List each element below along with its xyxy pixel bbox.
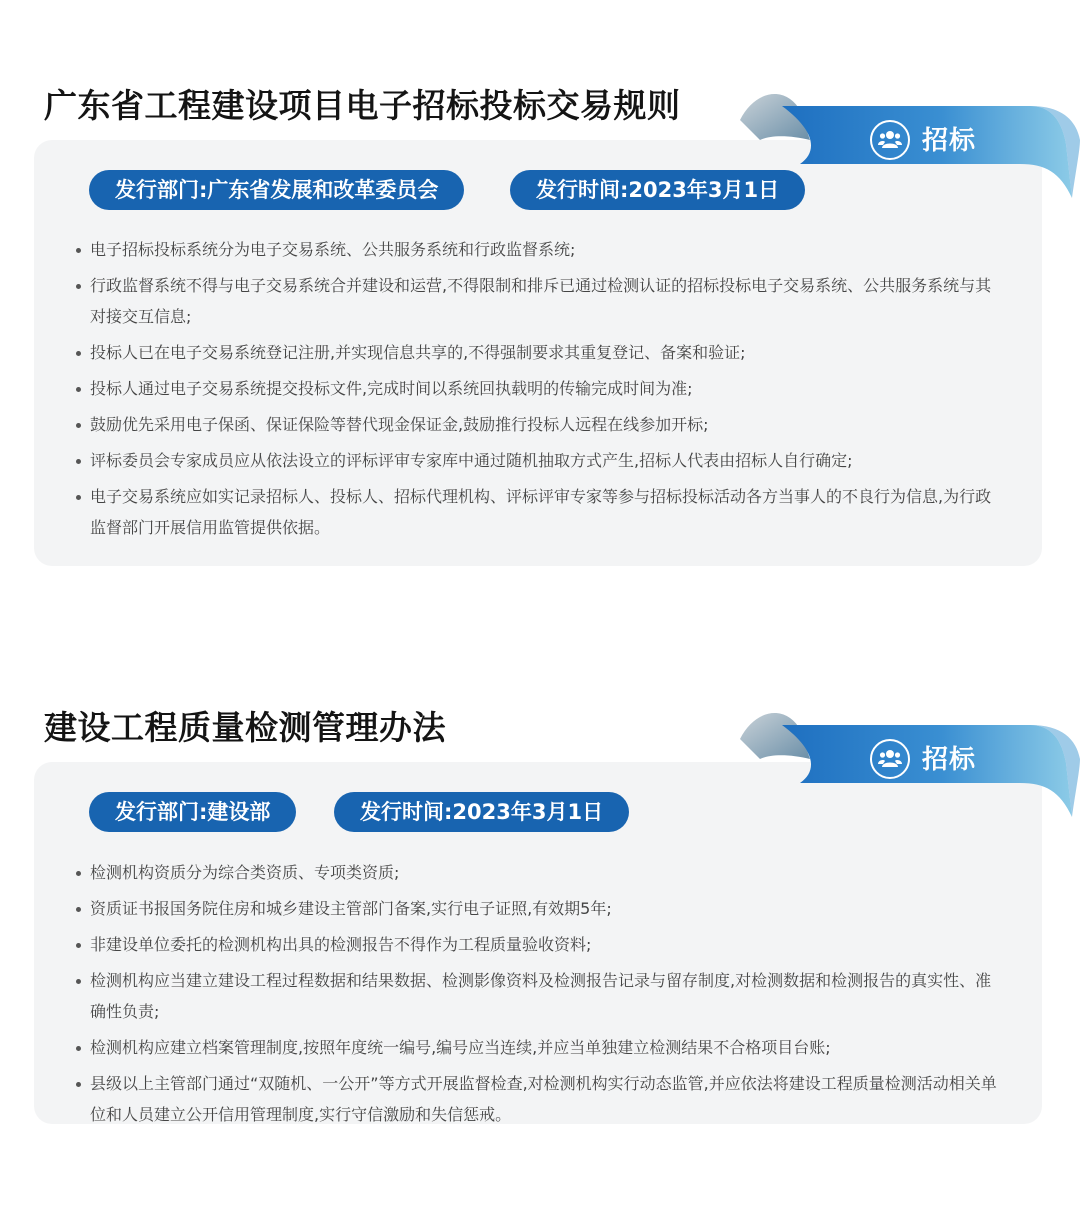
bullet-icon [76, 1046, 81, 1051]
list-item: 电子交易系统应如实记录招标人、投标人、招标代理机构、评标评审专家等参与招标投标活动各方当事人的不良行为信息,为行政监督部门开展信用监管提供依据。 [74, 481, 1002, 543]
category-ribbon [700, 699, 1080, 829]
section-2 [0, 620, 1080, 1140]
bullet-icon [76, 871, 81, 876]
list-item: 检测机构应建立档案管理制度,按照年度统一编号,编号应当连续,并应当单独建立检测结果不合格项目台账; [74, 1032, 1002, 1063]
bullet-icon [76, 284, 81, 289]
issuing-department-badge: 发行部门:建设部 [89, 792, 296, 832]
section-title: 建设工程质量检测管理办法 [44, 708, 446, 747]
bullet-icon [76, 351, 81, 356]
bullet-icon [76, 248, 81, 253]
bullet-icon [76, 423, 81, 428]
issue-date-badge: 发行时间:2023年3月1日 [510, 170, 805, 210]
issue-date-badge: 发行时间:2023年3月1日 [334, 792, 629, 832]
list-item: 县级以上主管部门通过“双随机、一公开”等方式开展监督检查,对检测机构实行动态监管,并应依法将建设工程质量检测活动相关单位和人员建立公开信用管理制度,实行守信激励和失信惩戒。 [74, 1068, 1002, 1130]
list-item: 检测机构资质分为综合类资质、专项类资质; [74, 857, 1002, 888]
bullet-icon [76, 459, 81, 464]
rule-list [74, 857, 1002, 1135]
list-item: 投标人已在电子交易系统登记注册,并实现信息共享的,不得强制要求其重复登记、备案和验证; [74, 337, 1002, 368]
category-label: 招标 [922, 126, 977, 156]
list-item: 评标委员会专家成员应从依法设立的评标评审专家库中通过随机抽取方式产生,招标人代表由招标人自行确定; [74, 445, 1002, 476]
list-item: 电子招标投标系统分为电子交易系统、公共服务系统和行政监督系统; [74, 234, 1002, 265]
section-1 [0, 0, 1080, 600]
users-icon [870, 120, 910, 160]
bullet-icon [76, 495, 81, 500]
list-item: 非建设单位委托的检测机构出具的检测报告不得作为工程质量验收资料; [74, 929, 1002, 960]
rule-list [74, 234, 1002, 548]
list-item: 投标人通过电子交易系统提交投标文件,完成时间以系统回执载明的传输完成时间为准; [74, 373, 1002, 404]
bullet-icon [76, 1082, 81, 1087]
bullet-icon [76, 943, 81, 948]
issuing-department-badge: 发行部门:广东省发展和改革委员会 [89, 170, 464, 210]
list-item: 鼓励优先采用电子保函、保证保险等替代现金保证金,鼓励推行投标人远程在线参加开标; [74, 409, 1002, 440]
category-label: 招标 [922, 745, 977, 775]
bullet-icon [76, 387, 81, 392]
users-icon [870, 739, 910, 779]
bullet-icon [76, 979, 81, 984]
list-item: 检测机构应当建立建设工程过程数据和结果数据、检测影像资料及检测报告记录与留存制度,对检测数据和检测报告的真实性、准确性负责; [74, 965, 1002, 1027]
list-item: 行政监督系统不得与电子交易系统合并建设和运营,不得限制和排斥已通过检测认证的招标投标电子交易系统、公共服务系统与其对接交互信息; [74, 270, 1002, 332]
list-item: 资质证书报国务院住房和城乡建设主管部门备案,实行电子证照,有效期5年; [74, 893, 1002, 924]
bullet-icon [76, 907, 81, 912]
section-title: 广东省工程建设项目电子招标投标交易规则 [44, 86, 681, 125]
